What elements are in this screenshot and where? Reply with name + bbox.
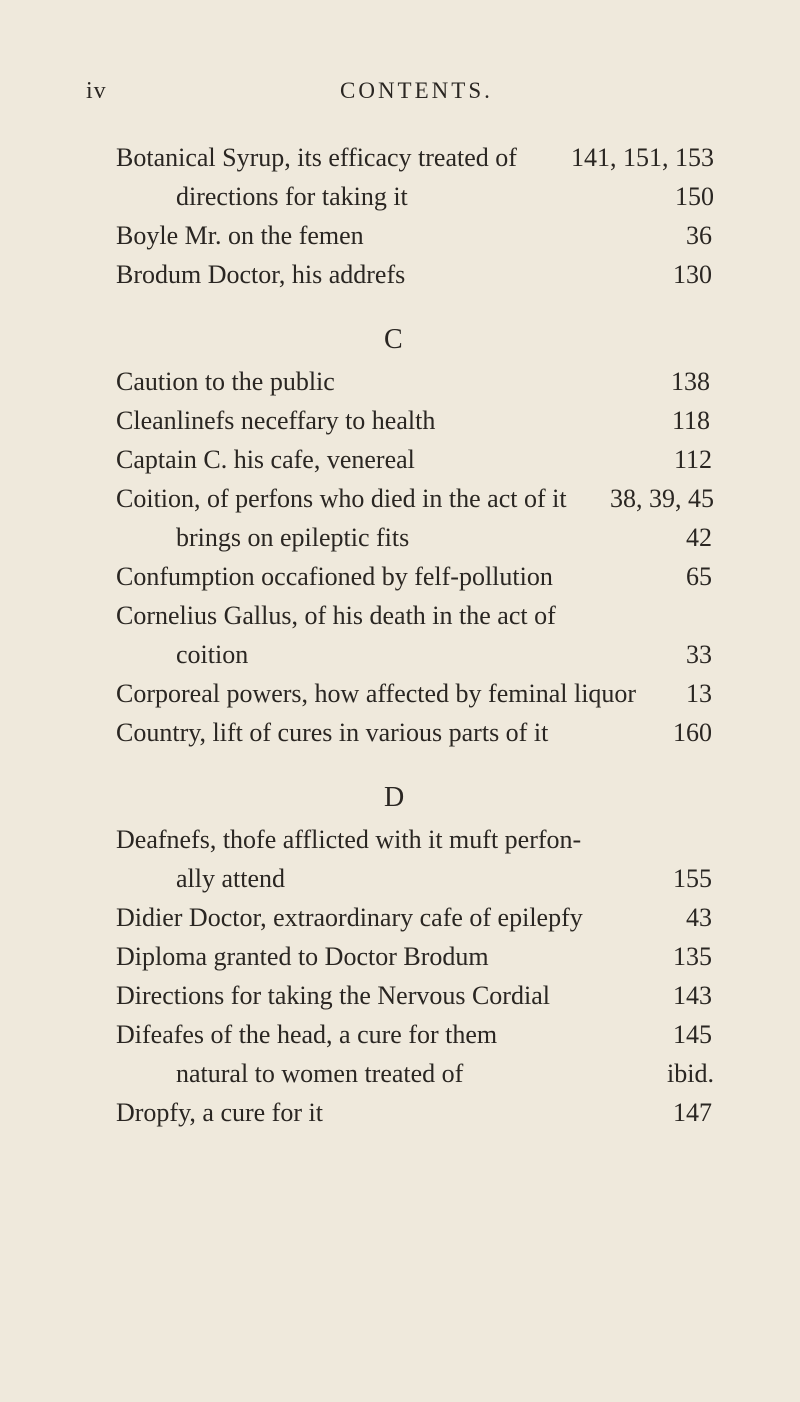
entry-text: Confumption occafioned by felf-pollution — [116, 562, 553, 591]
entry-pages: 143 — [673, 981, 712, 1010]
entry-pages: 36 — [686, 221, 712, 250]
entry-pages: 145 — [673, 1020, 712, 1049]
index-entry — [0, 1093, 800, 1133]
entry-pages: 160 — [673, 718, 712, 747]
index-entry — [0, 976, 800, 1016]
entry-text: natural to women treated of — [176, 1059, 464, 1088]
index-entry — [0, 479, 800, 519]
index-entry — [0, 820, 800, 860]
index-entry — [0, 440, 800, 480]
entry-text: Caution to the public — [116, 367, 335, 396]
entry-pages: 130 — [673, 260, 712, 289]
index-entry — [0, 216, 800, 256]
entry-pages: 150 — [675, 182, 714, 211]
entry-pages: 65 — [686, 562, 712, 591]
index-entry — [0, 177, 800, 217]
index-entry — [0, 518, 800, 558]
entry-pages: 13 — [686, 679, 712, 708]
index-entry — [0, 255, 800, 295]
entry-pages: 155 — [673, 864, 712, 893]
entry-text: ally attend — [176, 864, 286, 893]
entry-text: Cornelius Gallus, of his death in the act of — [116, 601, 556, 630]
index-entry — [0, 138, 800, 178]
entry-pages: 138 — [671, 367, 710, 396]
index-entry — [0, 596, 800, 636]
index-entry — [0, 557, 800, 597]
entry-text: Country, lift of cures in various parts of it — [116, 718, 549, 747]
running-title: CONTENTS. — [340, 78, 493, 103]
entry-text: Captain C. his cafe, venereal — [116, 445, 415, 474]
entry-text: Coition, of perfons who died in the act of it — [116, 484, 567, 513]
entry-pages: ibid. — [667, 1059, 714, 1088]
index-entry — [0, 713, 800, 753]
entry-text: Deafnefs, thofe afflicted with it muft perfon- — [116, 825, 582, 854]
entry-text: Cleanlinefs neceffary to health — [116, 406, 436, 435]
entry-text: Diploma granted to Doctor Brodum — [116, 942, 489, 971]
entry-text: brings on epileptic fits — [176, 523, 410, 552]
index-entry — [0, 859, 800, 899]
entry-text: Boyle Mr. on the femen — [116, 221, 364, 250]
page-header — [0, 78, 800, 114]
entry-text: Botanical Syrup, its efficacy treated of — [116, 143, 517, 172]
index-entry — [0, 1054, 800, 1094]
entry-pages: 33 — [686, 640, 712, 669]
entry-pages: 147 — [673, 1098, 712, 1127]
entry-pages: 38, 39, 45 — [610, 484, 714, 513]
entry-pages: 135 — [673, 942, 712, 971]
entry-pages: 42 — [686, 523, 712, 552]
entry-text: coition — [176, 640, 249, 669]
index-entry — [0, 635, 800, 675]
entry-text: Corporeal powers, how affected by feminal liquor — [116, 679, 637, 708]
entry-pages: 141, 151, 153 — [571, 143, 714, 172]
entry-text: Directions for taking the Nervous Cordial — [116, 981, 550, 1010]
index-entry — [0, 401, 800, 441]
entry-pages: 118 — [671, 406, 710, 435]
section-heading: D — [384, 782, 405, 813]
section-heading: C — [384, 324, 403, 355]
entry-pages: 43 — [686, 903, 712, 932]
entry-text: Difeafes of the head, a cure for them — [116, 1020, 498, 1049]
entry-text: Brodum Doctor, his addrefs — [116, 260, 406, 289]
entry-text: Dropfy, a cure for it — [116, 1098, 323, 1127]
index-entry — [0, 362, 800, 402]
entry-pages: 112 — [673, 445, 712, 474]
entry-text: Didier Doctor, extraordinary cafe of epilepfy — [116, 903, 583, 932]
index-entry — [0, 1015, 800, 1055]
index-entry — [0, 674, 800, 714]
index-entry — [0, 937, 800, 977]
index-entry — [0, 898, 800, 938]
page-number: iv — [86, 78, 107, 104]
entry-text: directions for taking it — [176, 182, 408, 211]
